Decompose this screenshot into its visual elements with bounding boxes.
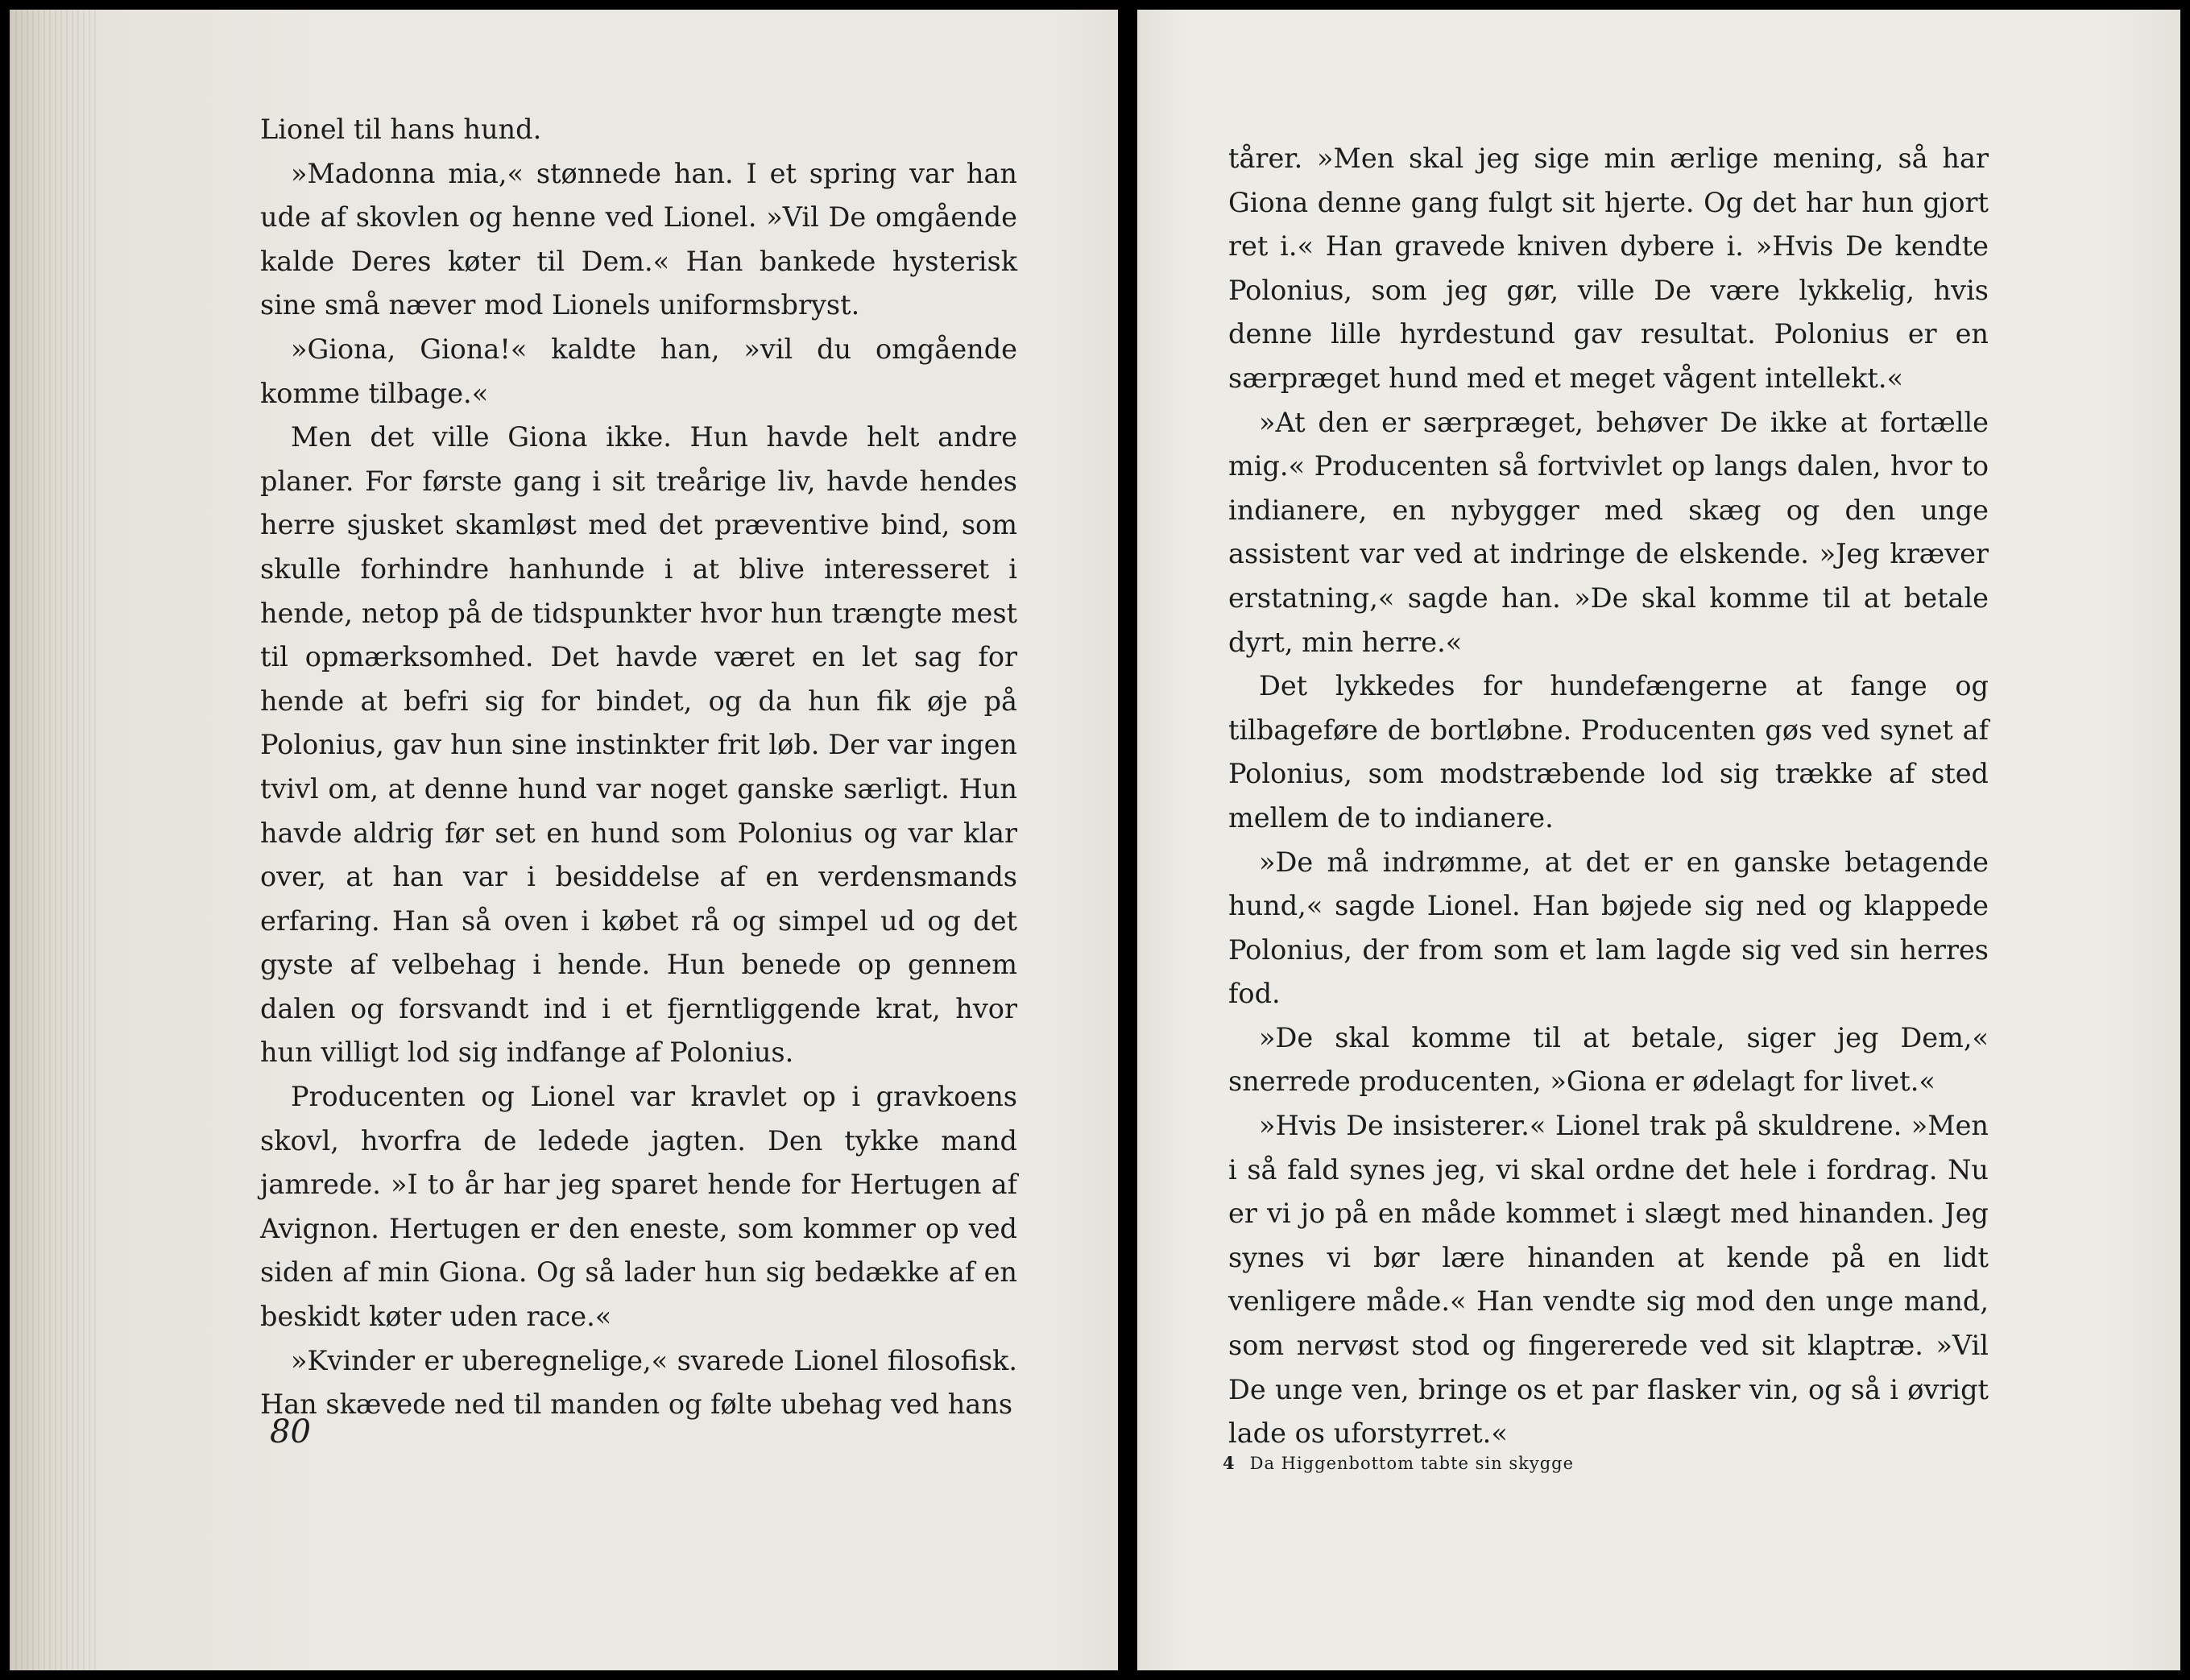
left-paragraph-2: »Madonna mia,« stønnede han. I et spring var han ude af skovlen og henne ved Lionel. »Vil De omgående kalde Deres køter til Dem.« Han bankede hysterisk sine små næver mod Lionels uniformsbryst.	[260, 157, 1017, 321]
right-paragraph-6: »Hvis De insisterer.« Lionel trak på skuldrene. »Men i så fald synes jeg, vi skal ordne det hele i fordrag. Nu er vi jo på en måde kommet i slægt med hinanden. Jeg synes vi bør lære hinanden at kende på en lidt venligere måde.« Han vendte sig mod den unge mand, som nervøst stod og fingererede ved sit klaptræ. »Vil De unge ven, bringe os et par flasker vin, og så i øvrigt lade os uforstyrret.«	[1228, 1110, 1989, 1450]
page-number: 80	[270, 1413, 311, 1450]
left-paragraph-3: »Giona, Giona!« kaldte han, »vil du omgående komme tilbage.«	[260, 333, 1017, 409]
right-page-text	[1228, 137, 1989, 1456]
right-paragraph-3: Det lykkedes for hundefængerne at fange og tilbageføre de bortløbne. Producenten gøs ved synet af Polonius, som modstræbende lod sig trække af sted mellem de to indianere.	[1228, 670, 1989, 834]
left-paragraph-4: Men det ville Giona ikke. Hun havde helt andre planer. For første gang i sit treårige liv, havde hendes herre sjusket skamløst med det præventive bind, som skulle forhindre hanhunde i at blive interesseret i hende, netop på de tidspunkter hvor hun trængte mest til opmærksomhed. Det havde været en let sag for hende at befri sig for bindet, og da hun fik øje på Polonius, gav hun sine instinkter frit løb. Der var ingen tvivl om, at denne hund var noget ganske særligt. Hun havde aldrig før set en hund som Polonius og var klar over, at han var i besiddelse af en verdensmands erfaring. Han så oven i købet rå og simpel ud og det gyste af velbehag i hende. Hun benede op gennem dalen og forsvandt ind i et fjerntliggende krat, hvor hun villigt lod sig indfange af Polonius.	[260, 421, 1017, 1069]
right-paragraph-1: tårer. »Men skal jeg sige min ærlige mening, så har Giona denne gang fulgt sit hjerte. Og det har hun gjort ret i.« Han gravede kniven dybere i. »Hvis De kendte Polonius, som jeg gør, ville De være lykkelig, hvis denne lille hyrdestund gav resultat. Polonius er en særpræget hund med et meget vågent intellekt.«	[1228, 143, 1989, 394]
left-page-text	[260, 108, 1017, 1427]
left-paragraph-6: »Kvinder er uberegnelige,« svarede Lionel filosofisk. Han skævede ned til manden og følte ubehag ved hans	[260, 1344, 1017, 1421]
right-paragraph-2: »At den er særpræget, behøver De ikke at fortælle mig.« Producenten så fortvivlet op langs dalen, hvor to indianere, en nybygger med skæg og den unge assistent var ved at indringe de elskende. »Jeg kræver erstatning,« sagde han. »De skal komme til at betale dyrt, min herre.«	[1228, 406, 1989, 658]
right-paragraph-4: »De må indrømme, at det er en ganske betagende hund,« sagde Lionel. Han bøjede sig ned og klappede Polonius, der from som et lam lagde sig ved sin herres fod.	[1228, 846, 1989, 1010]
right-paragraph-5: »De skal komme til at betale, siger jeg Dem,« snerrede producenten, »Giona er ødelagt for livet.«	[1228, 1021, 1989, 1098]
left-paragraph-5: Producenten og Lionel var kravlet op i gravkoens skovl, hvorfra de ledede jagten. Den tykke mand jamrede. »I to år har jeg sparet hende for Hertugen af Avignon. Hertugen er den eneste, som kommer op ved siden af min Giona. Og så lader hun sig bedække af en beskidt køter uden race.«	[260, 1081, 1017, 1333]
printer-signature	[1223, 1453, 1574, 1473]
signature-number: 4	[1223, 1453, 1236, 1473]
signature-title: Da Higgenbottom tabte sin skygge	[1249, 1454, 1575, 1473]
left-paragraph-1: Lionel til hans hund.	[260, 114, 542, 145]
